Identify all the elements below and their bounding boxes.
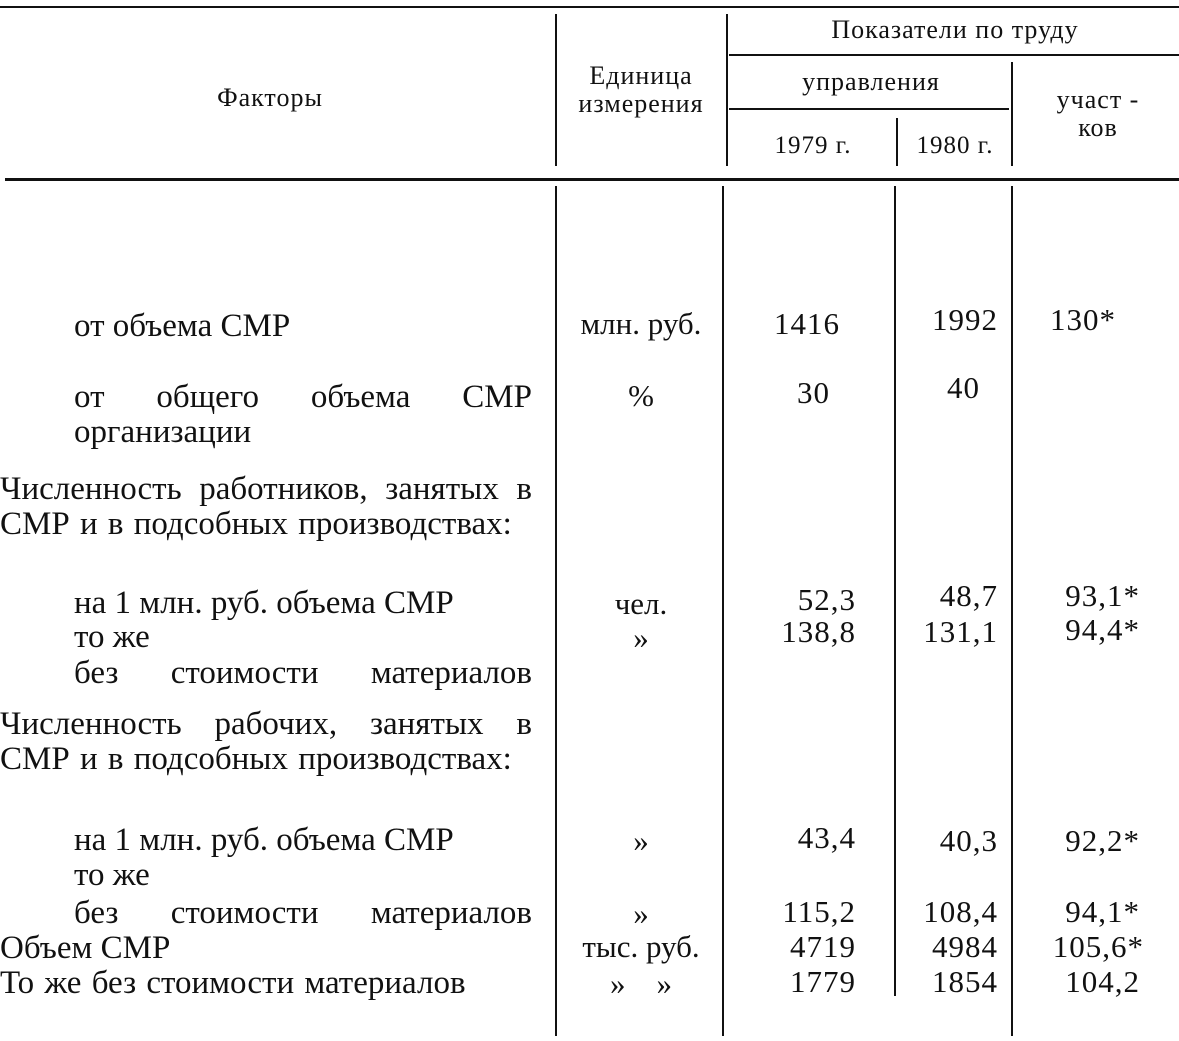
header-divider-2	[726, 14, 728, 166]
row-factor: Численность работников, занятых в СМР и в подсобных производствах:	[0, 471, 532, 542]
labor-header-rule	[729, 54, 1179, 56]
row-value-1980: 48,7	[939, 578, 998, 613]
row-factor: Численность рабочих, занятых в СМР и в подсобных производствах:	[0, 706, 532, 777]
row-factor: без стоимости материалов	[74, 895, 532, 931]
row-unit: »	[633, 823, 649, 858]
header-factors: Факторы	[217, 83, 323, 112]
header-management: управления	[802, 67, 940, 96]
row-unit: »	[633, 896, 649, 931]
row-value-1979: 115,2	[782, 894, 856, 929]
row-value-1979: 138,8	[781, 614, 856, 649]
header-unit: Единица измерения	[578, 61, 704, 118]
row-factor: от объема СМР	[74, 308, 291, 344]
body-divider-1	[555, 186, 557, 1036]
row-value-1980: 40	[947, 370, 980, 405]
row-factor: то же	[74, 857, 150, 893]
row-value-sites: 94,4*	[1065, 612, 1140, 647]
row-factor: то же	[74, 619, 150, 655]
row-value-1980: 40,3	[939, 823, 998, 858]
row-value-1979: 52,3	[797, 582, 856, 617]
row-unit: »	[633, 620, 649, 655]
row-value-sites: 130*	[1050, 302, 1116, 337]
row-value-1979: 4719	[790, 929, 856, 964]
body-divider-4	[1011, 186, 1013, 1036]
body-divider-2	[722, 186, 724, 1036]
row-unit: » »	[610, 966, 672, 1001]
row-factor: на 1 млн. руб. объема СМР	[74, 822, 454, 858]
row-factor: То же без стоимости материалов	[0, 965, 466, 1001]
row-factor: Объем СМР	[0, 930, 171, 966]
row-value-1979: 43,4	[797, 820, 856, 855]
row-factor: без стоимости материалов	[74, 655, 532, 691]
row-value-sites: 104,2	[1065, 964, 1140, 999]
row-value-1979: 30	[797, 375, 830, 410]
row-value-1979: 1779	[790, 964, 856, 999]
row-unit: %	[628, 378, 654, 413]
header-divider-4	[1011, 62, 1013, 166]
header-labor-indicators: Показатели по труду	[831, 15, 1079, 44]
row-unit: тыс. руб.	[582, 929, 700, 964]
header-bottom-rule	[5, 178, 1179, 181]
row-value-1980: 1854	[932, 964, 998, 999]
header-divider-1	[555, 14, 557, 166]
row-value-1980: 131,1	[923, 614, 998, 649]
row-factor: на 1 млн. руб. объема СМР	[74, 585, 454, 621]
row-value-sites: 94,1*	[1065, 894, 1140, 929]
row-value-1980: 4984	[932, 929, 998, 964]
row-value-1980: 1992	[932, 302, 998, 337]
row-value-1979: 1416	[774, 306, 840, 341]
table-top-rule	[0, 6, 1179, 8]
row-factor: от общего объема СМР организации	[74, 379, 532, 450]
header-divider-3	[896, 118, 898, 166]
row-value-sites: 93,1*	[1065, 578, 1140, 613]
header-year-1979: 1979 г.	[774, 132, 852, 159]
header-year-1980: 1980 г.	[916, 132, 994, 159]
row-value-sites: 105,6*	[1052, 929, 1144, 964]
row-value-1980: 108,4	[923, 894, 998, 929]
management-header-rule	[729, 108, 1009, 110]
row-value-sites: 92,2*	[1065, 823, 1140, 858]
header-sites: участ - ков	[1056, 85, 1140, 142]
row-unit: млн. руб.	[580, 306, 702, 341]
row-unit: чел.	[614, 586, 668, 621]
